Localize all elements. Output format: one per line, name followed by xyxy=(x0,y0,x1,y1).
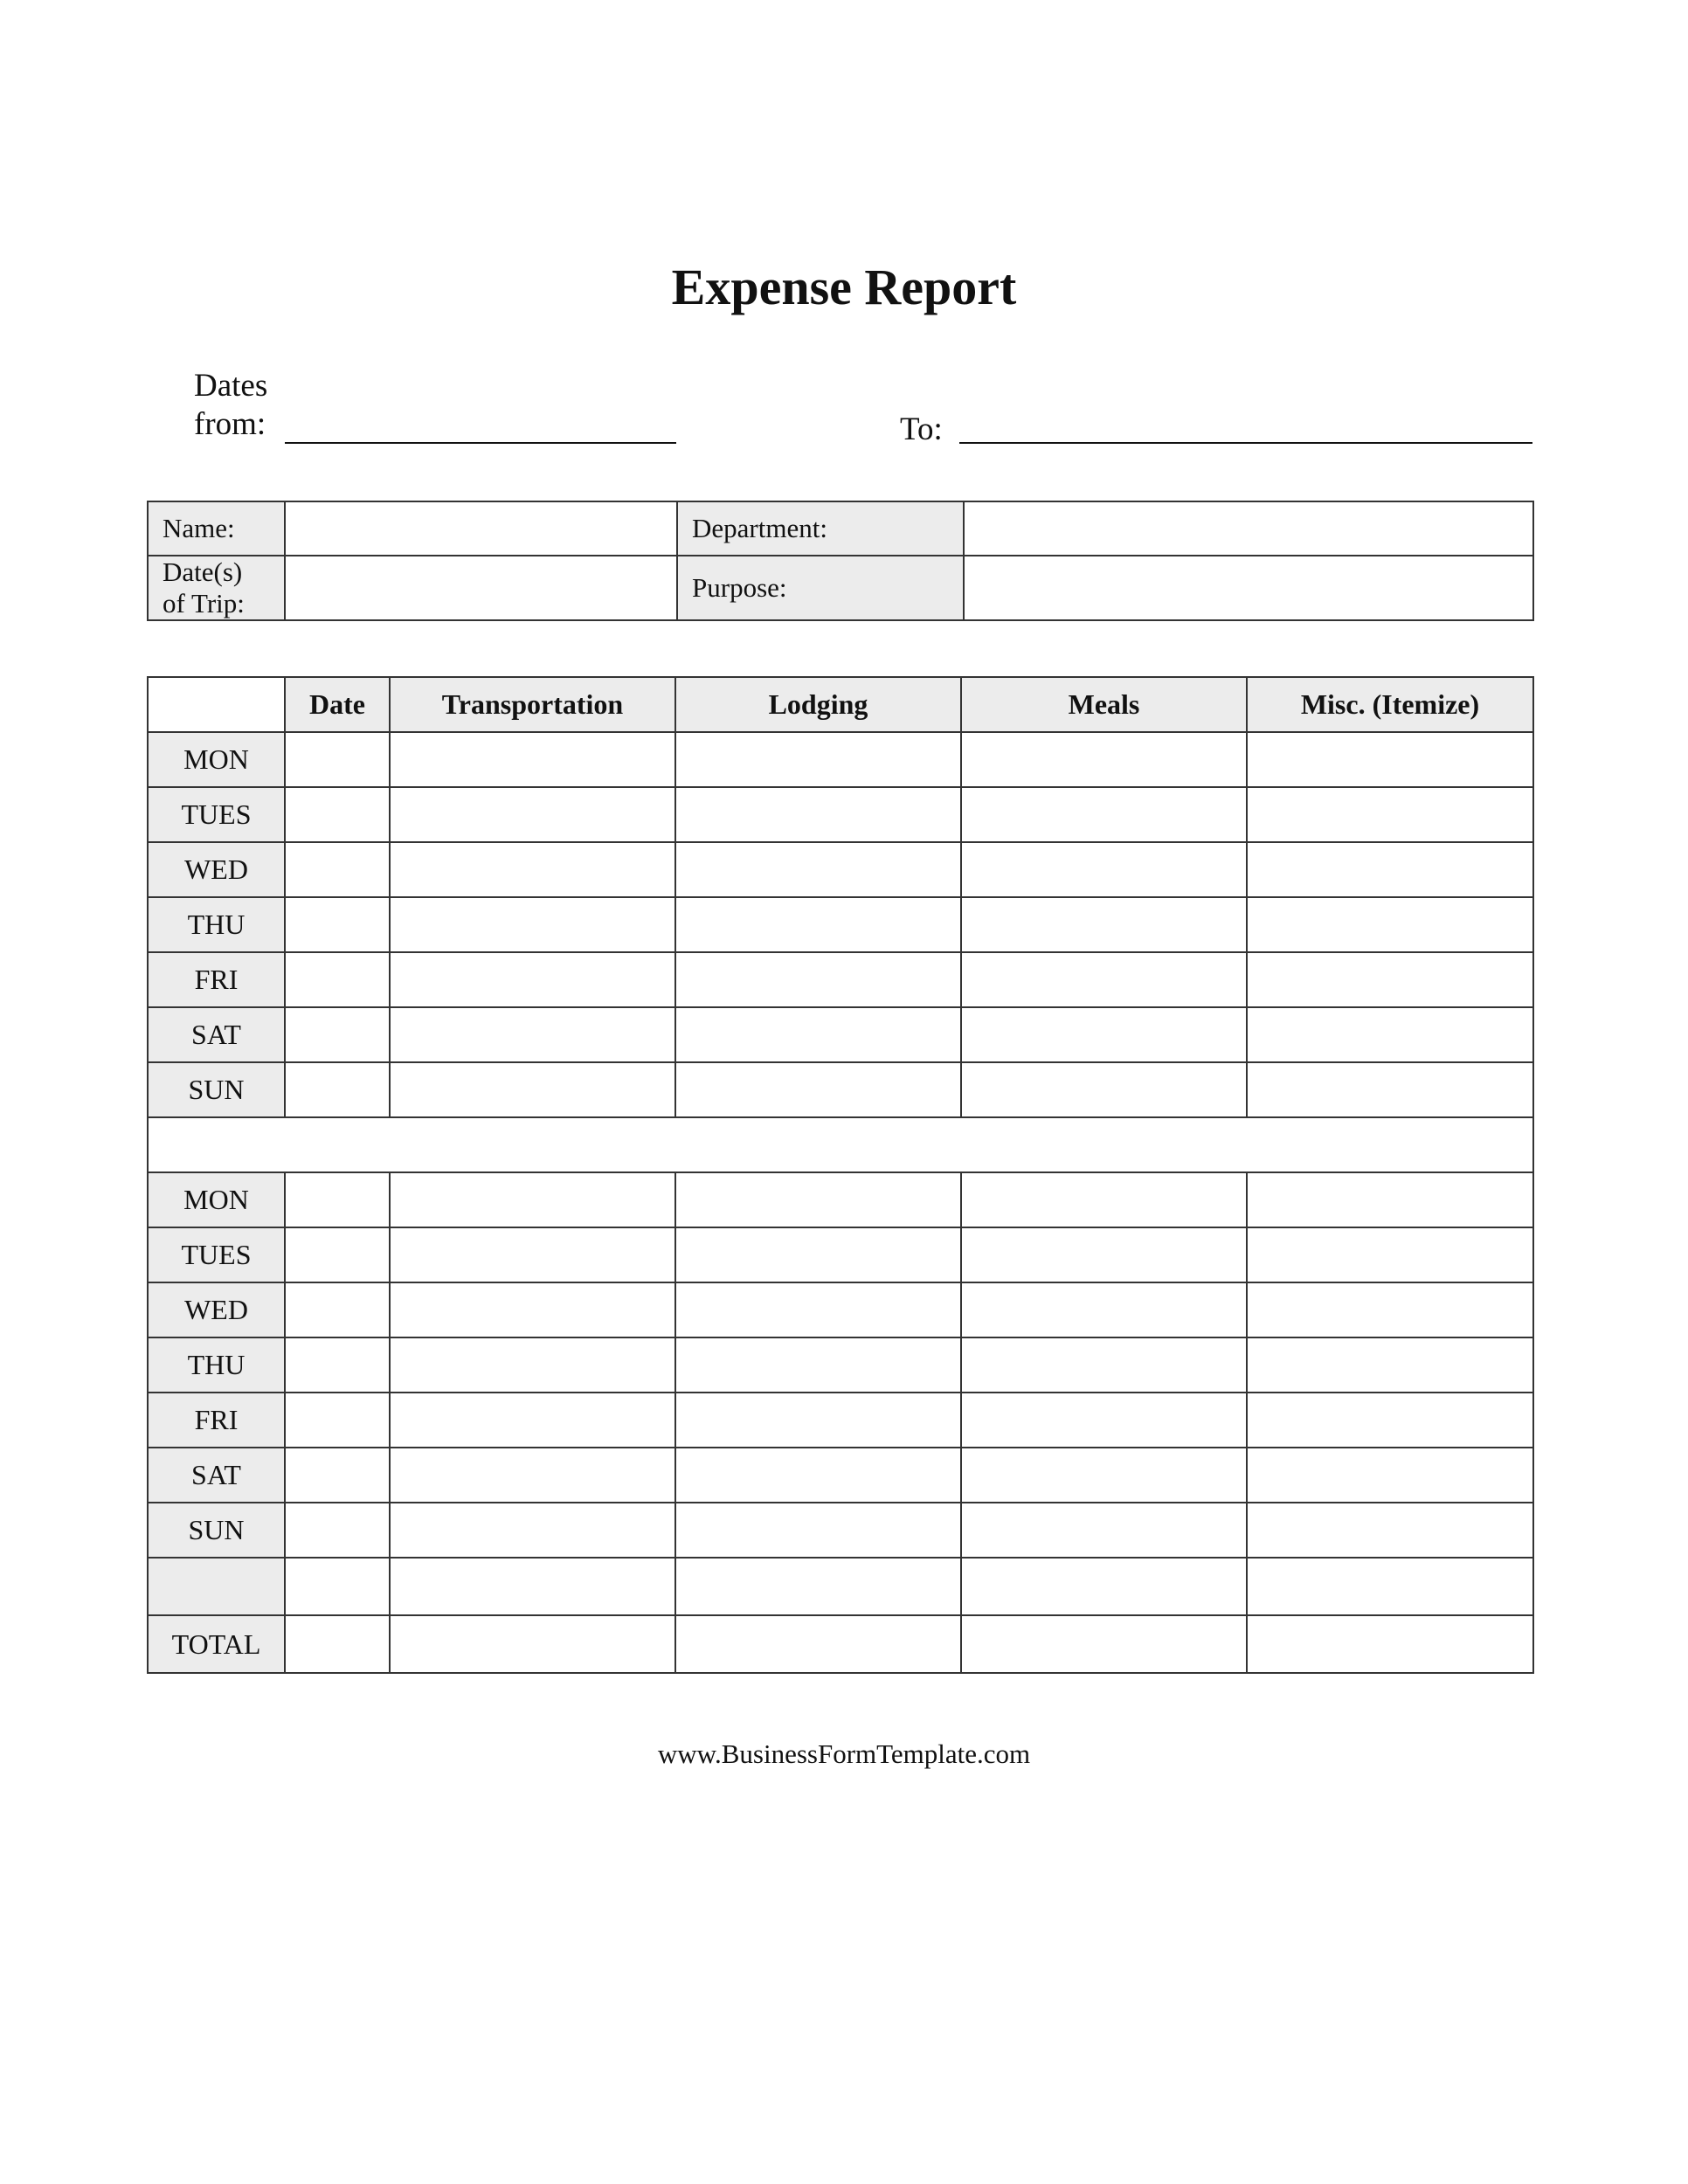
header-date: Date xyxy=(285,677,390,732)
table-row xyxy=(148,952,1533,1007)
misc-cell[interactable] xyxy=(1247,732,1533,787)
lodging-cell[interactable] xyxy=(675,842,961,897)
day-label: WED xyxy=(148,1282,285,1337)
misc-cell[interactable] xyxy=(1247,842,1533,897)
expense-table xyxy=(147,676,1534,1674)
meals-cell[interactable] xyxy=(961,952,1247,1007)
transportation-cell[interactable] xyxy=(390,1007,675,1062)
meals-cell[interactable] xyxy=(961,897,1247,952)
header-day xyxy=(148,677,285,732)
table-row xyxy=(148,1007,1533,1062)
week-separator-row xyxy=(148,1117,1533,1172)
date-cell[interactable] xyxy=(285,1337,390,1393)
date-cell[interactable] xyxy=(285,1172,390,1227)
misc-cell[interactable] xyxy=(1247,1615,1533,1673)
transportation-cell[interactable] xyxy=(390,1615,675,1673)
dates-to-label: To: xyxy=(900,411,943,447)
meals-cell[interactable] xyxy=(961,732,1247,787)
day-label xyxy=(148,1558,285,1615)
day-label: SUN xyxy=(148,1062,285,1117)
date-cell[interactable] xyxy=(285,842,390,897)
meals-cell[interactable] xyxy=(961,1062,1247,1117)
day-label: THU xyxy=(148,897,285,952)
day-label: SUN xyxy=(148,1503,285,1558)
day-label: SAT xyxy=(148,1007,285,1062)
day-label: MON xyxy=(148,732,285,787)
meals-cell[interactable] xyxy=(961,1172,1247,1227)
table-row xyxy=(148,1227,1533,1282)
misc-cell[interactable] xyxy=(1247,787,1533,842)
transportation-cell[interactable] xyxy=(390,1503,675,1558)
department-field[interactable] xyxy=(964,501,1533,556)
table-row xyxy=(148,842,1533,897)
lodging-cell[interactable] xyxy=(675,732,961,787)
transportation-cell[interactable] xyxy=(390,1282,675,1337)
date-cell[interactable] xyxy=(285,1007,390,1062)
meals-cell[interactable] xyxy=(961,1227,1247,1282)
lodging-cell[interactable] xyxy=(675,1503,961,1558)
transportation-cell[interactable] xyxy=(390,732,675,787)
purpose-field[interactable] xyxy=(964,556,1533,620)
lodging-cell[interactable] xyxy=(675,1448,961,1503)
table-row xyxy=(148,1282,1533,1337)
footer-website: www.BusinessFormTemplate.com xyxy=(657,1738,1031,1769)
transportation-cell[interactable] xyxy=(390,1393,675,1448)
transportation-cell[interactable] xyxy=(390,1172,675,1227)
blank-row xyxy=(148,1558,1533,1615)
misc-cell[interactable] xyxy=(1247,1062,1533,1117)
date-cell[interactable] xyxy=(285,897,390,952)
lodging-cell[interactable] xyxy=(675,787,961,842)
header-transportation: Transportation xyxy=(390,677,675,732)
meals-cell[interactable] xyxy=(961,1007,1247,1062)
transportation-cell[interactable] xyxy=(390,1337,675,1393)
date-cell[interactable] xyxy=(285,1503,390,1558)
date-cell[interactable] xyxy=(285,787,390,842)
day-label: TUES xyxy=(148,787,285,842)
meals-cell[interactable] xyxy=(961,1393,1247,1448)
meals-cell[interactable] xyxy=(961,1448,1247,1503)
transportation-cell[interactable] xyxy=(390,1227,675,1282)
table-row xyxy=(148,1448,1533,1503)
transportation-cell[interactable] xyxy=(390,787,675,842)
date-cell[interactable] xyxy=(285,1393,390,1448)
lodging-cell[interactable] xyxy=(675,1007,961,1062)
day-label: MON xyxy=(148,1172,285,1227)
misc-cell[interactable] xyxy=(1247,1337,1533,1393)
trip-info-table xyxy=(147,501,1534,621)
dates-from-label-line1: Dates xyxy=(194,368,268,404)
misc-cell[interactable] xyxy=(1247,1558,1533,1615)
dates-from-label xyxy=(194,367,267,444)
misc-cell[interactable] xyxy=(1247,897,1533,952)
date-cell[interactable] xyxy=(285,1227,390,1282)
date-cell[interactable] xyxy=(285,732,390,787)
date-cell[interactable] xyxy=(285,1448,390,1503)
week-separator xyxy=(148,1117,1533,1172)
purpose-label: Purpose: xyxy=(677,556,964,620)
lodging-cell[interactable] xyxy=(675,1615,961,1673)
meals-cell[interactable] xyxy=(961,1503,1247,1558)
misc-cell[interactable] xyxy=(1247,1448,1533,1503)
table-row xyxy=(148,1503,1533,1558)
lodging-cell[interactable] xyxy=(675,1337,961,1393)
meals-cell[interactable] xyxy=(961,1615,1247,1673)
lodging-cell[interactable] xyxy=(675,1558,961,1615)
transportation-cell[interactable] xyxy=(390,897,675,952)
table-row xyxy=(148,897,1533,952)
expense-header-row xyxy=(148,677,1533,732)
lodging-cell[interactable] xyxy=(675,952,961,1007)
meals-cell[interactable] xyxy=(961,1337,1247,1393)
lodging-cell[interactable] xyxy=(675,1393,961,1448)
misc-cell[interactable] xyxy=(1247,1227,1533,1282)
name-field[interactable] xyxy=(285,501,677,556)
transportation-cell[interactable] xyxy=(390,842,675,897)
meals-cell[interactable] xyxy=(961,1558,1247,1615)
date-cell[interactable] xyxy=(285,1558,390,1615)
trip-dates-label-line1: Date(s) xyxy=(163,556,243,587)
date-cell[interactable] xyxy=(285,1062,390,1117)
total-row xyxy=(148,1615,1533,1673)
misc-cell[interactable] xyxy=(1247,1172,1533,1227)
day-label: FRI xyxy=(148,952,285,1007)
day-label: SAT xyxy=(148,1448,285,1503)
header-lodging: Lodging xyxy=(675,677,961,732)
table-row xyxy=(148,1393,1533,1448)
day-label: THU xyxy=(148,1337,285,1393)
dates-to-field[interactable] xyxy=(959,442,1532,444)
table-row xyxy=(148,787,1533,842)
table-row xyxy=(148,732,1533,787)
date-cell[interactable] xyxy=(285,1282,390,1337)
day-label: TOTAL xyxy=(148,1615,285,1673)
day-label: TUES xyxy=(148,1227,285,1282)
date-cell[interactable] xyxy=(285,1615,390,1673)
trip-dates-label xyxy=(148,556,285,620)
day-label: WED xyxy=(148,842,285,897)
misc-cell[interactable] xyxy=(1247,1007,1533,1062)
lodging-cell[interactable] xyxy=(675,1227,961,1282)
lodging-cell[interactable] xyxy=(675,897,961,952)
table-row xyxy=(148,1337,1533,1393)
lodging-cell[interactable] xyxy=(675,1282,961,1337)
meals-cell[interactable] xyxy=(961,787,1247,842)
trip-dates-field[interactable] xyxy=(285,556,677,620)
lodging-cell[interactable] xyxy=(675,1062,961,1117)
transportation-cell[interactable] xyxy=(390,1558,675,1615)
table-row xyxy=(148,1172,1533,1227)
dates-from-field[interactable] xyxy=(285,442,676,444)
meals-cell[interactable] xyxy=(961,1282,1247,1337)
name-label: Name: xyxy=(148,501,285,556)
trip-dates-label-line2: of Trip: xyxy=(163,588,245,619)
transportation-cell[interactable] xyxy=(390,1448,675,1503)
page-title: Expense Report xyxy=(671,259,1017,315)
header-meals: Meals xyxy=(961,677,1247,732)
transportation-cell[interactable] xyxy=(390,952,675,1007)
transportation-cell[interactable] xyxy=(390,1062,675,1117)
dates-from-label-line2: from: xyxy=(194,406,266,442)
misc-cell[interactable] xyxy=(1247,952,1533,1007)
department-label: Department: xyxy=(677,501,964,556)
misc-cell[interactable] xyxy=(1247,1393,1533,1448)
date-cell[interactable] xyxy=(285,952,390,1007)
lodging-cell[interactable] xyxy=(675,1172,961,1227)
table-row xyxy=(148,1062,1533,1117)
meals-cell[interactable] xyxy=(961,842,1247,897)
header-misc: Misc. (Itemize) xyxy=(1247,677,1533,732)
day-label: FRI xyxy=(148,1393,285,1448)
misc-cell[interactable] xyxy=(1247,1282,1533,1337)
misc-cell[interactable] xyxy=(1247,1503,1533,1558)
